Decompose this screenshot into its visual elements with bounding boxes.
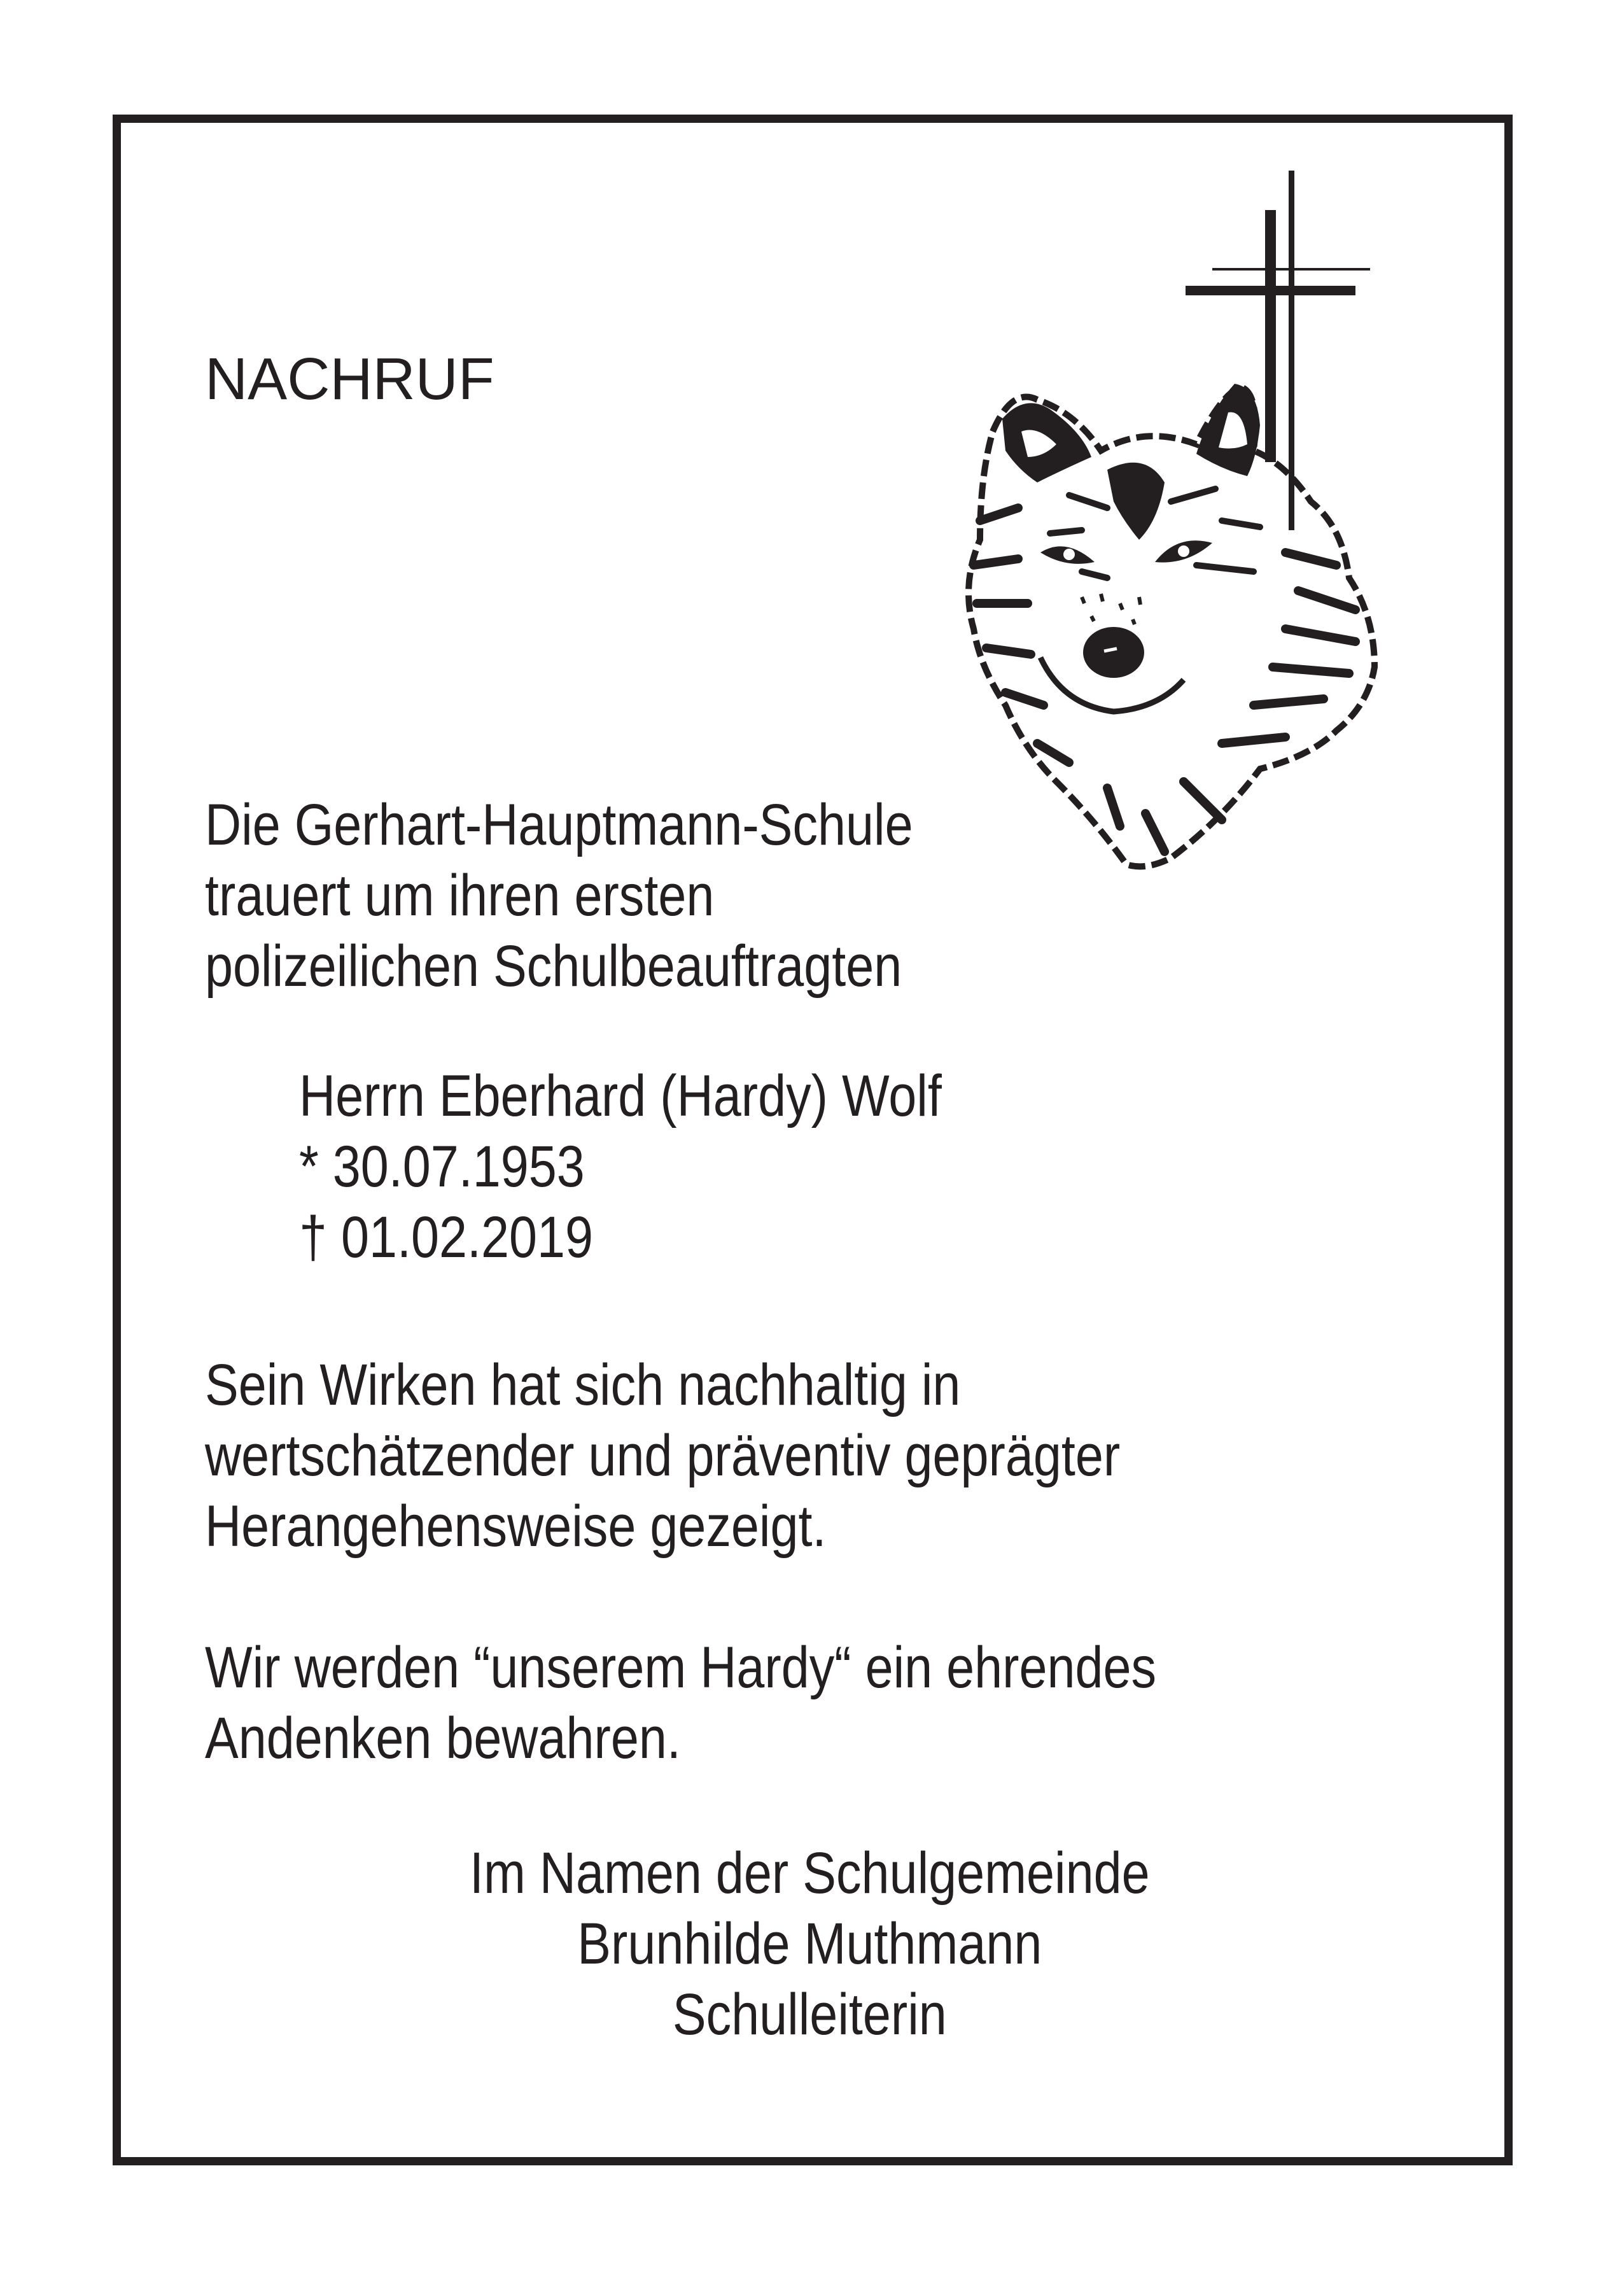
cross-thick-horizontal [1186, 286, 1355, 295]
signatory-title: Schulleiterin [672, 1982, 947, 2047]
tribute-line: wertschätzender und präventiv geprägter [205, 1423, 1121, 1488]
tribute-line: Sein Wirken hat sich nachhaltig in [205, 1353, 961, 1417]
page-title: NACHRUF [205, 346, 494, 412]
birth-date: * 30.07.1953 [299, 1134, 585, 1199]
intro-line: Die Gerhart-Hauptmann-Schule [205, 792, 913, 857]
cross-thin-horizontal [1212, 268, 1370, 271]
death-date: † 01.02.2019 [299, 1205, 593, 1270]
remembrance-paragraph [205, 1633, 1156, 1774]
intro-paragraph [205, 790, 913, 1002]
intro-line: trauert um ihren ersten [205, 863, 715, 928]
wolf-head-illustration [955, 374, 1387, 877]
deceased-block [299, 1061, 942, 1273]
intro-line: polizeilichen Schulbeauftragten [205, 934, 902, 999]
tribute-line: Herangehensweise gezeigt. [205, 1494, 827, 1559]
remembrance-line: Andenken bewahren. [205, 1706, 681, 1771]
remembrance-line: Wir werden “unserem Hardy“ ein ehrendes [205, 1635, 1157, 1700]
signature-block [0, 1838, 1621, 2050]
signatory-name: Brunhilde Muthmann [577, 1911, 1042, 1976]
deceased-name: Herrn Eberhard (Hardy) Wolf [299, 1064, 942, 1128]
on-behalf-line: Im Namen der Schulgemeinde [469, 1841, 1150, 1906]
tribute-paragraph [205, 1350, 1120, 1562]
